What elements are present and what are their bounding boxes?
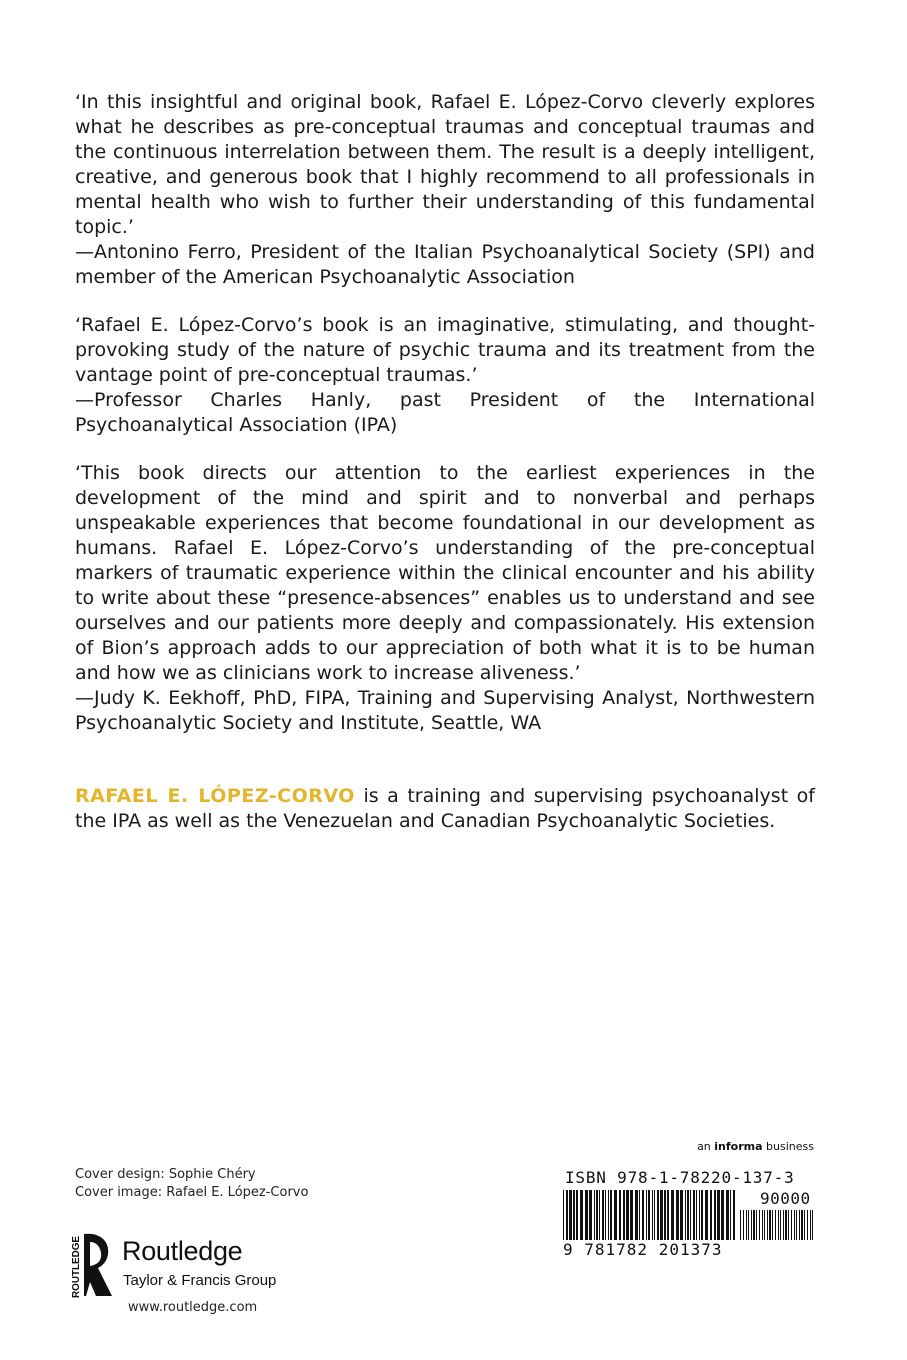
barcode-bar <box>635 1190 638 1240</box>
barcode-bar <box>785 1210 787 1240</box>
barcode-bar <box>743 1210 744 1240</box>
barcode-bar <box>639 1190 640 1240</box>
ean-digits: 9 781782 201373 <box>563 1240 723 1259</box>
barcode-bar <box>778 1210 779 1240</box>
barcode-bar <box>589 1190 592 1240</box>
cover-design-credit: Cover design: Sophie Chéry <box>75 1167 256 1182</box>
publisher-name: Routledge <box>122 1236 243 1266</box>
barcode-bar <box>721 1190 724 1240</box>
publisher-group: Taylor & Francis Group <box>123 1272 277 1289</box>
barcode-bar <box>654 1190 655 1240</box>
barcode-bar <box>751 1210 752 1240</box>
barcode-bar <box>569 1190 572 1240</box>
barcode-bar <box>791 1210 792 1240</box>
publisher-website[interactable]: www.routledge.com <box>128 1300 258 1315</box>
barcode-bar <box>676 1190 679 1240</box>
blurb-attribution: —Professor Charles Hanly, past President of the International Psychoanalytical Association (IPA) <box>75 389 815 436</box>
barcode-bar <box>772 1210 773 1240</box>
author-name: RAFAEL E. LÓPEZ-CORVO <box>75 785 355 807</box>
barcode-bar <box>690 1190 691 1240</box>
barcode-bar <box>594 1190 595 1240</box>
barcode-bar <box>730 1190 731 1240</box>
barcode-bar <box>699 1190 700 1240</box>
barcode-bar <box>566 1190 568 1240</box>
publisher-logo <box>68 1232 318 1302</box>
blurb-attribution: —Antonino Ferro, President of the Italian Psychoanalytical Society (SPI) and member of the American Psychoanalytic Association <box>75 241 815 288</box>
barcode-bar <box>753 1210 755 1240</box>
barcode-bar <box>630 1190 633 1240</box>
barcode-bar <box>696 1190 697 1240</box>
barcode-bar <box>610 1190 612 1240</box>
barcode-bar <box>705 1190 708 1240</box>
barcode-bar <box>667 1190 669 1240</box>
barcode-bar <box>794 1210 795 1240</box>
price-code: 90000 <box>760 1189 811 1208</box>
cover-credits <box>75 1166 308 1202</box>
barcode-bar <box>801 1210 803 1240</box>
blurb-quote: ‘Rafael E. López-Corvo’s book is an imaginative, stimulating, and thought-provoking study of the nature of psychic trauma and its treatment from the vantage point of pre-conceptual traumas.’ <box>75 314 815 386</box>
barcode-bar <box>764 1210 765 1240</box>
barcode-bar <box>599 1190 600 1240</box>
blurb-quote: ‘In this insightful and original book, Rafael E. López-Corvo cleverly explores what he describes as pre-conceptual traumas and conceptual traumas and the continuous interrelation between them. The result is a deeply intelligent, creative, and generous book that I highly recommend to all professionals in mental health who wish to further their understanding of this fundamental topic.’ <box>75 91 815 238</box>
cover-image-credit: Cover image: Rafael E. López-Corvo <box>75 1185 309 1200</box>
barcode-bar <box>701 1190 703 1240</box>
barcode-bar <box>580 1190 583 1240</box>
barcode-bar <box>573 1190 575 1240</box>
back-cover-text <box>75 90 815 853</box>
barcode-bar <box>788 1210 789 1240</box>
barcode-bar <box>710 1190 712 1240</box>
barcode-bar <box>642 1190 644 1240</box>
barcode-bar <box>810 1210 811 1240</box>
barcode-bar <box>646 1190 647 1240</box>
barcode-bar <box>714 1190 716 1240</box>
barcode-bar <box>626 1190 629 1240</box>
addon-barcode <box>740 1210 814 1240</box>
author-bio <box>75 784 815 834</box>
barcode-bar <box>680 1190 683 1240</box>
barcode-bar <box>748 1210 749 1240</box>
barcode-bar <box>671 1190 674 1240</box>
barcode-bar <box>804 1210 805 1240</box>
barcode-bar <box>563 1190 564 1240</box>
barcode-bar <box>783 1210 784 1240</box>
barcode-bar <box>807 1210 808 1240</box>
blurb <box>75 90 815 290</box>
barcode-bar <box>780 1210 781 1240</box>
barcode-bar <box>685 1190 686 1240</box>
barcode-bar <box>596 1190 598 1240</box>
barcode-bar <box>602 1190 604 1240</box>
barcode-bar <box>726 1190 729 1240</box>
barcode-bar <box>775 1210 776 1240</box>
barcode-bar <box>762 1210 763 1240</box>
barcode-bar <box>648 1190 650 1240</box>
informa-tag: an informa business <box>697 1140 814 1153</box>
barcode-bar <box>759 1210 760 1240</box>
routledge-head-icon <box>68 1232 116 1300</box>
barcode-bar <box>693 1190 695 1240</box>
barcode-bar <box>585 1190 588 1240</box>
barcode-bar <box>619 1190 621 1240</box>
barcode-bar <box>608 1190 609 1240</box>
blurb <box>75 313 815 438</box>
barcode-bar <box>660 1190 663 1240</box>
barcode-bar <box>614 1190 617 1240</box>
barcode-bar <box>740 1210 741 1240</box>
blurb-quote: ‘This book directs our attention to the earliest experiences in the development of the mind and spirit and to nonverbal and perhaps unspeakable experiences that become foundational in our development as humans. Rafael E. López-Corvo’s understanding of the pre-conceptual markers of traumatic experience within the clinical encounter and his ability to write about these “presence-absences” enables us to understand and see ourselves and our patients more deeply and compassionately. His extension of Bion’s approach adds to our appreciation of both what it is to be human and how we as clinicians work to increase aliveness.’ <box>75 462 815 684</box>
svg-text:ROUTLEDGE: ROUTLEDGE <box>71 1235 82 1298</box>
barcode-bar <box>796 1210 797 1240</box>
blurb-attribution: —Judy K. Eekhoff, PhD, FIPA, Training and Supervising Analyst, Northwestern Psychoanalytic Society and Institute, Seattle, WA <box>75 687 815 734</box>
barcode-bar <box>769 1210 771 1240</box>
barcode-bar <box>767 1210 768 1240</box>
barcode-bar <box>652 1190 653 1240</box>
barcode-bar <box>623 1190 625 1240</box>
isbn-label: ISBN 978-1-78220-137-3 <box>565 1168 795 1187</box>
informa-brand: informa <box>714 1140 763 1153</box>
barcode-bar <box>812 1210 813 1240</box>
author-bio-text: is a training and supervising psychoanalyst of the IPA as well as the Venezuelan and Canadian Psychoanalytic Societies. <box>75 785 815 832</box>
barcode-bar <box>717 1190 720 1240</box>
blurb <box>75 461 815 736</box>
barcode-bar <box>687 1190 689 1240</box>
barcode-bar <box>799 1210 800 1240</box>
barcode-bar <box>733 1190 735 1240</box>
barcode-bar <box>605 1190 606 1240</box>
barcode-bar <box>657 1190 659 1240</box>
barcode-bar <box>664 1190 666 1240</box>
barcode-bar <box>746 1210 747 1240</box>
barcode-bar <box>756 1210 757 1240</box>
barcode-bar <box>576 1190 578 1240</box>
ean-barcode <box>563 1190 735 1240</box>
